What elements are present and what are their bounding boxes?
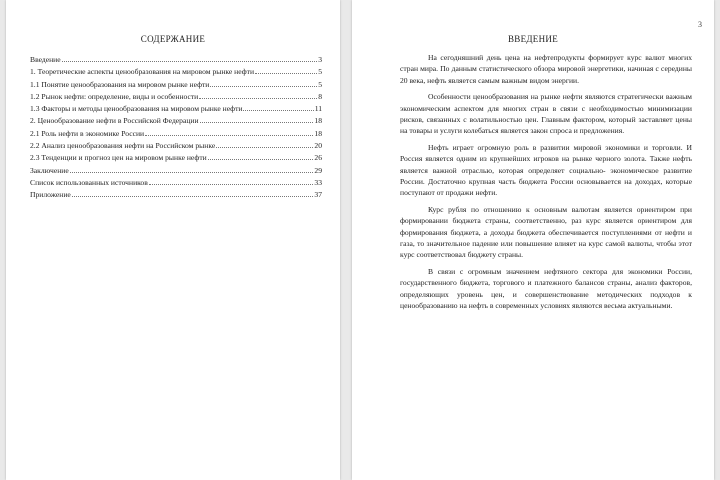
toc-entry[interactable] xyxy=(30,189,322,201)
toc-entry-label: Заключение xyxy=(30,165,69,175)
toc-entry[interactable] xyxy=(30,54,322,66)
toc-entry-label: 1.2 Рынок нефти: определение, виды и особенности xyxy=(30,91,199,101)
toc-leader-dots xyxy=(210,86,317,87)
toc-entry-label: Введение xyxy=(30,55,61,64)
body-paragraph: Особенности ценообразования на рынке нефти являются стратегически важным экономическим аспектом для многих стран в связи с необходимостью минимизации рисков, связанных с волатильностью цен. Главным фактором, который заставляет цены на товары и услуги колебаться является закон спроса и предложения. xyxy=(400,92,692,136)
toc-leader-dots xyxy=(62,61,318,62)
body-paragraph: На сегодняшний день цена на нефтепродукты формирует курс валют многих стран мира. По данным статистического обзора мировой энергетики, начиная с середины 20 века, нефть является самым важным видом энергии. xyxy=(400,53,692,85)
introduction-heading: ВВЕДЕНИЕ xyxy=(507,34,559,44)
toc-entry-label: Список использованных источников xyxy=(30,177,148,187)
toc-leader-dots xyxy=(216,147,313,148)
toc-leader-dots xyxy=(200,122,314,123)
toc-entry-page: 3 xyxy=(318,55,322,64)
toc-entry[interactable] xyxy=(30,128,322,140)
toc-entry-page: 5 xyxy=(318,79,322,89)
toc-entry-page: 26 xyxy=(314,153,322,163)
toc-entry[interactable] xyxy=(30,115,322,127)
toc-entry-label: 1.3 Факторы и методы ценообразования на мировом рынке нефти xyxy=(30,104,243,114)
toc-entry-label: 1. Теоретические аспекты ценообразования на мировом рынке нефти xyxy=(30,67,255,77)
toc-leader-dots xyxy=(243,110,313,111)
toc-entry[interactable] xyxy=(30,79,322,91)
body-paragraph: Нефть играет огромную роль в развитии мировой экономики и торговли. И Россия является одним из крупнейших игроков на рынке черного золота. Также нефть является важной отраслью, которая определяет социально- экономическое развитие России. Достаточно крупная часть бюджета России основывается на доходах, которые поступают от продажи нефти. xyxy=(400,143,692,198)
toc-leader-dots xyxy=(70,172,314,173)
toc-entry-label: 2. Ценообразование нефти в Российской Федерации xyxy=(30,116,199,126)
toc-entry[interactable] xyxy=(30,152,322,164)
toc-entry-label: 2.2 Анализ ценообразования нефти на Российском рынке xyxy=(30,141,216,151)
toc-entry[interactable] xyxy=(30,103,322,115)
toc-entry-label: 2.3 Тенденции и прогноз цен на мировом рынке нефти xyxy=(30,153,207,163)
toc-entry-page: 11 xyxy=(314,104,322,114)
toc-leader-dots xyxy=(149,184,314,185)
toc-entry[interactable] xyxy=(30,66,322,78)
body-paragraph: В связи с огромным значением нефтяного сектора для экономики России, государственного бюджета, торгового и платежного балансов страны, анализ факторов, определяющих уровень цен, и совершенствование методических подходов к ценообразованию на нефть в современных условиях являются весьма актуальными. xyxy=(400,267,692,310)
introduction-body xyxy=(400,52,692,317)
toc-entry-label: Приложение xyxy=(30,190,71,200)
document-page-left xyxy=(6,0,340,480)
toc-heading: СОДЕРЖАНИЕ xyxy=(140,34,206,44)
toc-entry[interactable] xyxy=(30,140,322,152)
toc-entry[interactable] xyxy=(30,91,322,103)
toc-entry-page: 8 xyxy=(318,91,322,101)
toc-entry-label: 2.1 Роль нефти в экономике России xyxy=(30,128,145,138)
toc-entry-page: 18 xyxy=(314,116,322,126)
toc-leader-dots xyxy=(145,135,313,136)
toc-entry-page: 29 xyxy=(314,165,322,175)
toc-leader-dots xyxy=(208,159,314,160)
toc-entry-page: 33 xyxy=(314,177,322,187)
page-number: 3 xyxy=(698,20,702,29)
toc-entry[interactable] xyxy=(30,165,322,177)
toc-entry-page: 5 xyxy=(318,67,322,77)
toc-entry[interactable] xyxy=(30,177,322,189)
toc-entry-page: 18 xyxy=(314,128,322,138)
body-paragraph: Курс рубля по отношению к основным валютам является ориентиром при формировании бюджета страны, соответственно, раз курс является ориентиром для формирования бюджета, а доходы бюджета обеспечивается поступлениями от нефти и газа, то значительное падение или повышение влияет на курс самой валюты, чтобы этот курс соответствовал бюджету страны. xyxy=(400,205,692,260)
toc-entry-page: 37 xyxy=(314,190,322,200)
table-of-contents xyxy=(30,54,322,202)
toc-entry-label: 1.1 Понятие ценообразования на мировом рынке нефти xyxy=(30,79,210,89)
toc-leader-dots xyxy=(255,73,317,74)
document-page-right xyxy=(352,0,714,480)
toc-entry-page: 20 xyxy=(314,141,322,151)
toc-leader-dots xyxy=(199,98,317,99)
toc-leader-dots xyxy=(72,196,314,197)
